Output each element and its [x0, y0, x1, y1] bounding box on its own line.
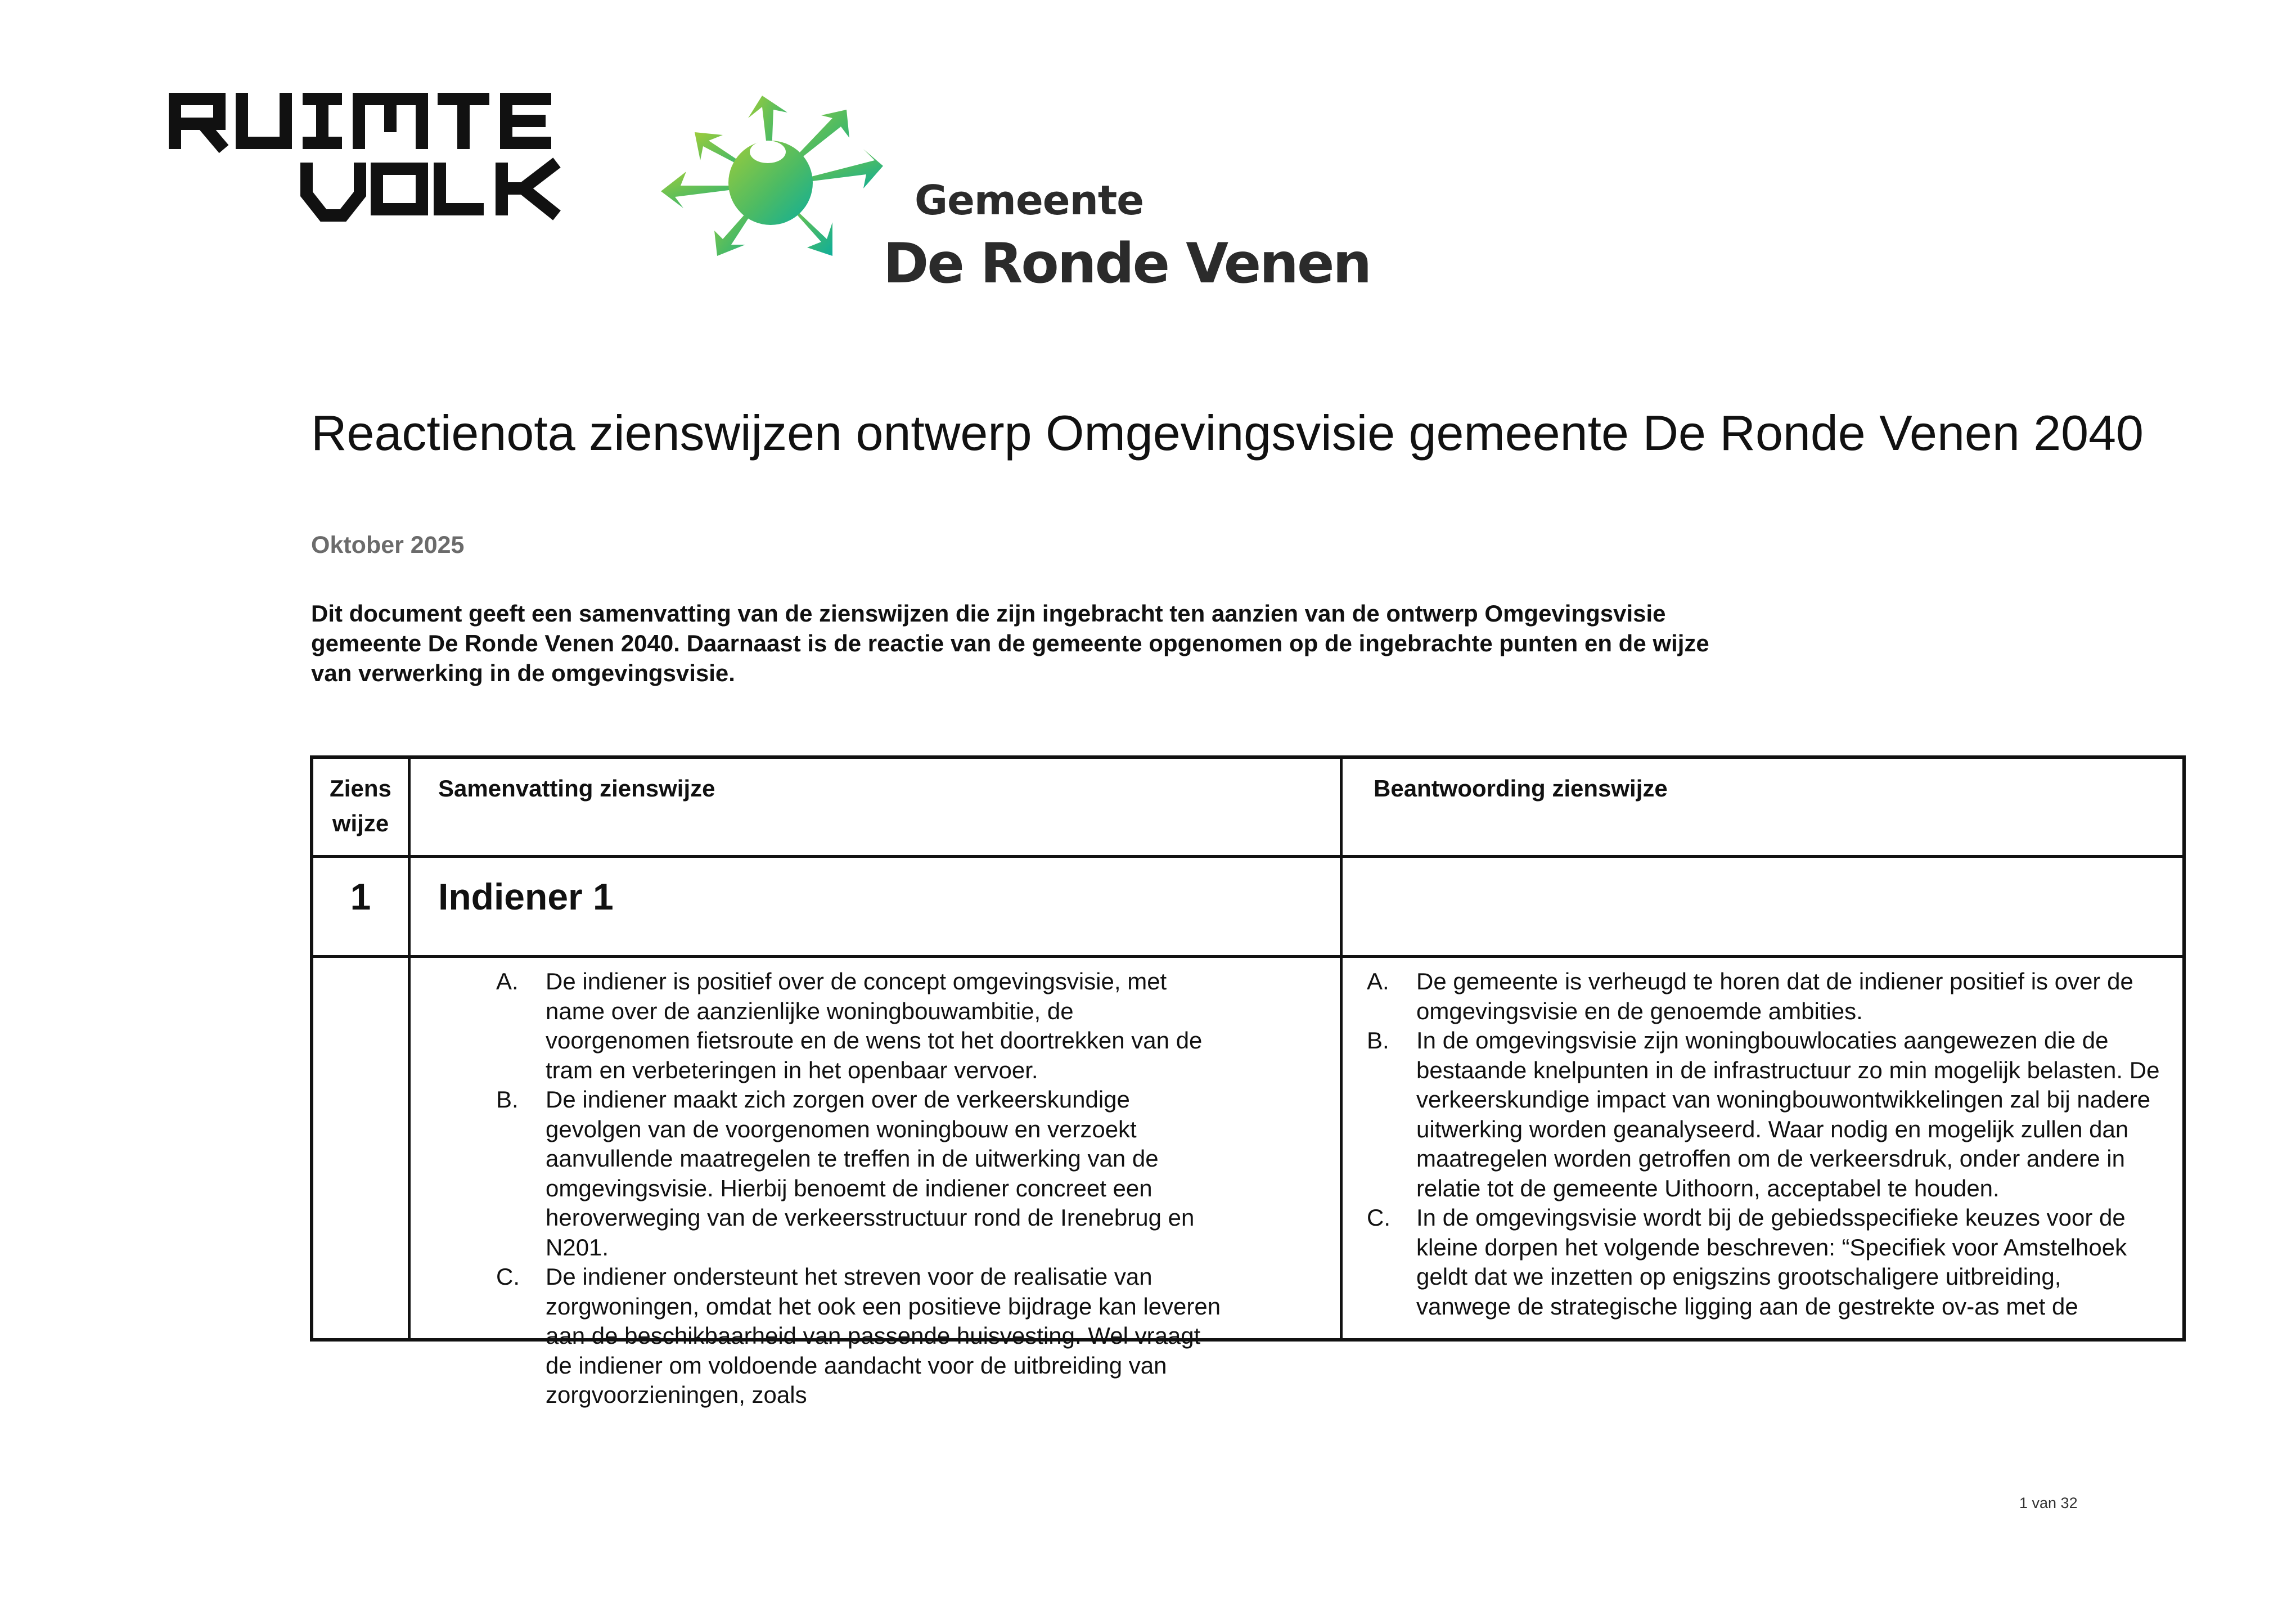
- table-divider: [1340, 759, 1343, 1338]
- list-letter: C.: [1367, 1204, 1390, 1231]
- document-intro: Dit document geeft een samenvatting van de zienswijzen die zijn ingebracht ten aanzien van de ontwerp Omgevingsvisie gemeente De Ronde Venen 2040. Daarnaast is de reactie van de gemeente opgenomen op de ingebrachte punten en de wijze van verwerking in de omgevingsvisie.: [311, 600, 1709, 686]
- list-text: In de omgevingsvisie zijn woningbouwlocaties aangewezen die de bestaande knelpunten in de infrastructuur zo min mogelijk belasten. De verkeerskundige impact van woningbouwontwikkelingen zal bij nadere uitwerking worden geanalyseerd. Waar nodig en mogelijk zullen dan maatregelen worden getroffen om de verkeersdruk, onder andere in relatie tot de gemeente Uithoorn, acceptabel te houden.: [1416, 1027, 2160, 1201]
- list-letter: B.: [496, 1086, 519, 1113]
- list-item: [431, 1262, 1224, 1410]
- list-text: De indiener maakt zich zorgen over de verkeerskundige gevolgen van de voorgenomen woningbouw en verzoekt aanvullende maatregelen te treffen in de uitwerking van de omgevingsvisie. Hierbij benoemt de indiener concreet een heroverweging van de verkeersstructuur rond de Irenebrug en N201.: [546, 1086, 1195, 1261]
- table-divider: [313, 955, 2182, 958]
- header-answer: Beantwoording zienswijze: [1374, 775, 1668, 802]
- list-text: De gemeente is verheugd te horen dat de indiener positief is over de omgevingsvisie en de genoemde ambities.: [1416, 968, 2133, 1024]
- document-date: Oktober 2025: [311, 532, 465, 559]
- header-nr: Ziens wijze: [330, 775, 391, 836]
- page-number: 1 van 32: [2019, 1495, 2078, 1511]
- zienswijzen-table: [310, 755, 2186, 1408]
- star-arrows-icon: [652, 96, 889, 264]
- gemeente-wordmark: [883, 177, 1371, 296]
- list-item: [1367, 1026, 2160, 1203]
- list-item: [1367, 1203, 2160, 1321]
- header-summary: Samenvatting zienswijze: [438, 775, 715, 802]
- list-item: [431, 1085, 1224, 1262]
- list-item: [431, 967, 1224, 1085]
- page-title: Reactienota zienswijzen ontwerp Omgevingsvisie gemeente De Ronde Venen 2040: [311, 405, 2144, 461]
- list-text: In de omgevingsvisie wordt bij de gebiedsspecifieke keuzes voor de kleine dorpen het volgende beschreven: “Specifiek voor Amstelhoek geldt dat we inzetten op enigszins grootschaligere uitbreiding, vanwege de strategische ligging aan de gestrekte ov-as met de: [1416, 1204, 2127, 1320]
- summary-list: [431, 967, 1224, 1410]
- table-divider: [408, 759, 411, 1338]
- gemeente-name: De Ronde Venen: [883, 232, 1371, 296]
- list-text: De indiener ondersteunt het streven voor de realisatie van zorgwoningen, omdat het ook een positieve bijdrage kan leveren aan de beschikbaarheid van passende huisvesting. Wel vraagt de indiener om voldoende aandacht voor de uitbreiding van zorgvoorzieningen, zoals: [546, 1263, 1221, 1408]
- gemeente-label: Gemeente: [915, 177, 1144, 224]
- list-letter: C.: [496, 1263, 520, 1290]
- list-letter: A.: [1367, 968, 1389, 994]
- row-title: Indiener 1: [438, 876, 614, 917]
- list-text: De indiener is positief over de concept omgevingsvisie, met name over de aanzienlijke woningbouwambitie, de voorgenomen fietsroute en de wens tot het doortrekken van de tram en verbeteringen in het openbaar vervoer.: [546, 968, 1203, 1083]
- list-letter: B.: [1367, 1027, 1389, 1054]
- answer-list: [1367, 967, 2160, 1321]
- table-divider: [313, 855, 2182, 858]
- row-number: 1: [350, 876, 371, 917]
- ruimtevolk-logo: [169, 93, 568, 222]
- list-item: [1367, 967, 2160, 1026]
- list-letter: A.: [496, 968, 519, 994]
